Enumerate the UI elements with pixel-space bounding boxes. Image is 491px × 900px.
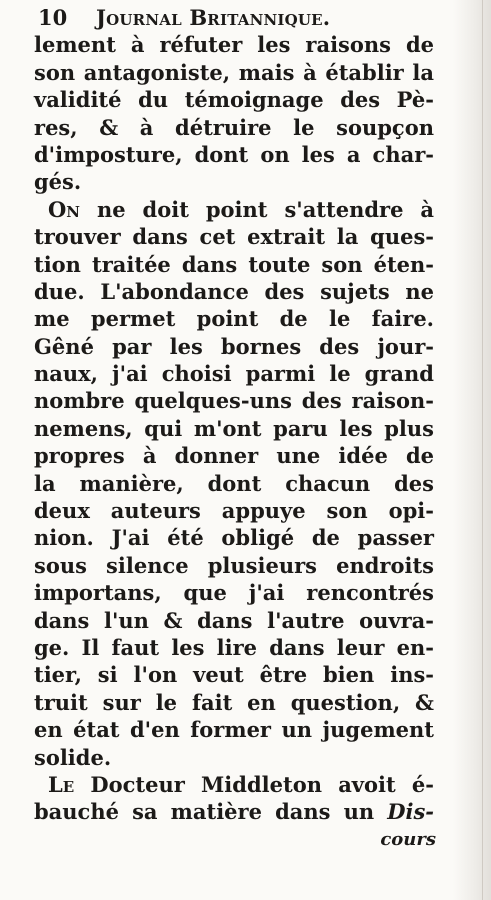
text-line: truit sur le fait en question, & (34, 689, 434, 715)
page-text (34, 4, 434, 853)
text-line: d'imposture, dont on les a char- (34, 141, 434, 167)
text-line: nombre quelques-uns des raison- (34, 388, 434, 414)
text-line: solide. (34, 744, 112, 770)
paragraph-3 (34, 771, 434, 826)
text-line (34, 196, 434, 223)
text-line: validité du témoignage des Pè- (34, 87, 434, 113)
text-line: trouver dans cet extrait la ques- (34, 224, 434, 250)
text-line-rest: ne doit point s'attendre à (80, 196, 434, 222)
text-line: tion traitée dans toute son éten- (34, 251, 434, 277)
text-line: ge. Il faut les lire dans leur en- (34, 634, 434, 660)
paragraph-1 (34, 31, 434, 195)
text-line: naux, j'ai choisi parmi le grand (34, 361, 434, 387)
text-line: Gêné par les bornes des jour- (34, 333, 434, 359)
running-head (38, 4, 434, 31)
text-line: la manière, dont chacun des (34, 470, 434, 496)
catchword-row (34, 826, 434, 853)
text-line-rest: bauché sa matière dans un (34, 799, 388, 825)
text-line: deux auteurs appuye son opi- (34, 498, 434, 524)
text-line (34, 771, 434, 798)
text-line (34, 798, 434, 825)
page-edge-rule (482, 0, 483, 900)
text-line: tier, si l'on veut être bien ins- (34, 662, 434, 688)
paragraph-2 (34, 196, 434, 771)
text-line-rest: Docteur Middleton avoit é- (74, 771, 434, 797)
text-line: son antagoniste, mais à établir la (34, 59, 434, 85)
text-line: dans l'un & dans l'autre ouvra- (34, 607, 434, 633)
page-number: 10 (38, 5, 68, 30)
text-line: res, & à détruire le soupçon (34, 114, 434, 140)
text-line: sous silence plusieurs endroits (34, 552, 434, 578)
paragraph-lead-word: On (48, 196, 81, 222)
text-line: propres à donner une idée de (34, 443, 434, 469)
italic-word: Dis- (387, 799, 434, 825)
catchword: cours (380, 828, 436, 850)
text-line: gés. (34, 169, 82, 195)
text-line: me permet point de le faire. (34, 306, 434, 332)
paragraph-lead-word: Le (48, 771, 75, 797)
text-line: importans, que j'ai rencontrés (34, 580, 434, 606)
text-line: lement à réfuter les raisons de (34, 32, 434, 58)
text-line: nion. J'ai été obligé de passer (34, 525, 434, 551)
page-edge-shadow (453, 0, 491, 900)
text-line: nemens, qui m'ont paru les plus (34, 415, 434, 441)
text-line: en état d'en former un jugement (34, 717, 434, 743)
text-line: due. L'abondance des sujets ne (34, 278, 434, 304)
journal-title: Journal Britannique. (96, 5, 331, 30)
